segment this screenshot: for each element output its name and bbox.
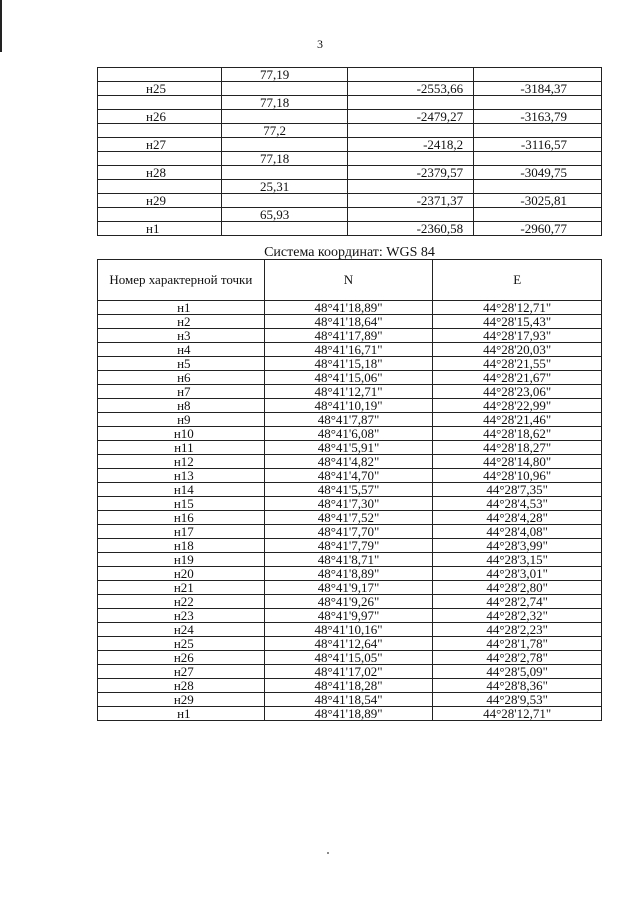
point-number-cell: н22: [98, 595, 265, 609]
table-row: [98, 595, 602, 609]
point-number-cell: н28: [98, 679, 265, 693]
e-cell: 44°28'21,55": [433, 357, 602, 371]
point-name-cell: н1: [98, 222, 222, 236]
n-cell: 48°41'18,89": [264, 301, 433, 315]
table-row: [98, 553, 602, 567]
e-cell: 44°28'17,93": [433, 329, 602, 343]
table-row: [98, 413, 602, 427]
n-cell: 48°41'18,28": [264, 679, 433, 693]
table-row: [98, 567, 602, 581]
header-e: E: [433, 260, 602, 301]
table-row: [98, 441, 602, 455]
point-number-cell: н11: [98, 441, 265, 455]
n-cell: 48°41'18,64": [264, 315, 433, 329]
table-row: [98, 539, 602, 553]
table-row: [98, 483, 602, 497]
point-number-cell: н15: [98, 497, 265, 511]
e-cell: 44°28'1,78": [433, 637, 602, 651]
e-cell: 44°28'10,96": [433, 469, 602, 483]
distance-cell: 77,2: [221, 124, 348, 138]
table-row: [98, 525, 602, 539]
distance-cell: 77,19: [221, 68, 348, 82]
coordinates-table-local-body: [98, 68, 602, 236]
e-cell: 44°28'2,32": [433, 609, 602, 623]
cell-empty: [98, 96, 222, 110]
table-row: [98, 693, 602, 707]
cell-empty: [348, 152, 474, 166]
e-cell: 44°28'4,08": [433, 525, 602, 539]
e-cell: 44°28'20,03": [433, 343, 602, 357]
point-number-cell: н21: [98, 581, 265, 595]
cell-empty: [474, 124, 602, 138]
table-row: [98, 469, 602, 483]
e-cell: 44°28'21,46": [433, 413, 602, 427]
point-number-cell: н25: [98, 637, 265, 651]
distance-row: [98, 96, 602, 110]
e-cell: 44°28'18,62": [433, 427, 602, 441]
point-number-cell: н2: [98, 315, 265, 329]
e-cell: 44°28'7,35": [433, 483, 602, 497]
e-cell: 44°28'8,36": [433, 679, 602, 693]
n-cell: 48°41'7,70": [264, 525, 433, 539]
table-row: [98, 665, 602, 679]
n-cell: 48°41'7,87": [264, 413, 433, 427]
n-cell: 48°41'12,64": [264, 637, 433, 651]
e-cell: 44°28'2,74": [433, 595, 602, 609]
cell-empty: [221, 166, 348, 180]
table-row: [98, 357, 602, 371]
y-cell: -3184,37: [474, 82, 602, 96]
cell-empty: [98, 180, 222, 194]
y-cell: -2960,77: [474, 222, 602, 236]
cell-empty: [98, 124, 222, 138]
coordinate-system-caption: Система координат: WGS 84: [264, 245, 435, 260]
point-row: [98, 82, 602, 96]
table-row: [98, 371, 602, 385]
point-number-cell: н8: [98, 399, 265, 413]
point-number-cell: н3: [98, 329, 265, 343]
point-number-cell: н14: [98, 483, 265, 497]
point-number-cell: н29: [98, 693, 265, 707]
point-number-cell: н9: [98, 413, 265, 427]
e-cell: 44°28'2,78": [433, 651, 602, 665]
point-number-cell: н6: [98, 371, 265, 385]
e-cell: 44°28'12,71": [433, 301, 602, 315]
point-name-cell: н26: [98, 110, 222, 124]
distance-cell: 65,93: [221, 208, 348, 222]
n-cell: 48°41'18,89": [264, 707, 433, 721]
table-row: [98, 623, 602, 637]
cell-empty: [474, 180, 602, 194]
e-cell: 44°28'4,53": [433, 497, 602, 511]
distance-row: [98, 68, 602, 82]
n-cell: 48°41'4,82": [264, 455, 433, 469]
point-number-cell: н7: [98, 385, 265, 399]
table-row: [98, 343, 602, 357]
coordinates-table-local: [97, 67, 602, 236]
coordinates-table-wgs84-body: [98, 260, 602, 721]
point-number-cell: н19: [98, 553, 265, 567]
x-cell: -2379,57: [348, 166, 474, 180]
cell-empty: [474, 208, 602, 222]
n-cell: 48°41'7,30": [264, 497, 433, 511]
header-point-number: Номер характерной точки: [98, 260, 265, 301]
e-cell: 44°28'14,80": [433, 455, 602, 469]
distance-cell: 25,31: [221, 180, 348, 194]
e-cell: 44°28'23,06": [433, 385, 602, 399]
table-row: [98, 385, 602, 399]
table-row: [98, 609, 602, 623]
e-cell: 44°28'3,01": [433, 567, 602, 581]
point-number-cell: н4: [98, 343, 265, 357]
n-cell: 48°41'15,18": [264, 357, 433, 371]
y-cell: -3025,81: [474, 194, 602, 208]
e-cell: 44°28'2,23": [433, 623, 602, 637]
n-cell: 48°41'15,05": [264, 651, 433, 665]
table-row: [98, 399, 602, 413]
point-number-cell: н20: [98, 567, 265, 581]
point-row: [98, 110, 602, 124]
cell-empty: [98, 152, 222, 166]
n-cell: 48°41'6,08": [264, 427, 433, 441]
n-cell: 48°41'9,26": [264, 595, 433, 609]
point-number-cell: н18: [98, 539, 265, 553]
cell-empty: [474, 96, 602, 110]
n-cell: 48°41'5,57": [264, 483, 433, 497]
cell-empty: [98, 68, 222, 82]
point-row: [98, 194, 602, 208]
point-number-cell: н5: [98, 357, 265, 371]
n-cell: 48°41'15,06": [264, 371, 433, 385]
point-number-cell: н13: [98, 469, 265, 483]
e-cell: 44°28'4,28": [433, 511, 602, 525]
cell-empty: [221, 138, 348, 152]
table-row: [98, 679, 602, 693]
n-cell: 48°41'9,17": [264, 581, 433, 595]
e-cell: 44°28'9,53": [433, 693, 602, 707]
point-row: [98, 222, 602, 236]
y-cell: -3116,57: [474, 138, 602, 152]
distance-row: [98, 180, 602, 194]
table-row: [98, 329, 602, 343]
cell-empty: [348, 180, 474, 194]
n-cell: 48°41'8,89": [264, 567, 433, 581]
table-header-row: [98, 260, 602, 301]
table-row: [98, 497, 602, 511]
point-number-cell: н1: [98, 707, 265, 721]
scan-dot: [327, 852, 329, 854]
distance-cell: 77,18: [221, 152, 348, 166]
point-name-cell: н27: [98, 138, 222, 152]
table-row: [98, 511, 602, 525]
e-cell: 44°28'18,27": [433, 441, 602, 455]
distance-row: [98, 124, 602, 138]
coordinates-table-wgs84: [97, 259, 602, 721]
table-row: [98, 707, 602, 721]
cell-empty: [348, 208, 474, 222]
e-cell: 44°28'5,09": [433, 665, 602, 679]
table-row: [98, 455, 602, 469]
y-cell: -3049,75: [474, 166, 602, 180]
e-cell: 44°28'12,71": [433, 707, 602, 721]
e-cell: 44°28'2,80": [433, 581, 602, 595]
point-number-cell: н17: [98, 525, 265, 539]
cell-empty: [221, 82, 348, 96]
x-cell: -2479,27: [348, 110, 474, 124]
header-n: N: [264, 260, 433, 301]
table-row: [98, 315, 602, 329]
e-cell: 44°28'3,15": [433, 553, 602, 567]
cell-empty: [221, 222, 348, 236]
point-number-cell: н10: [98, 427, 265, 441]
page-number: 3: [317, 37, 323, 51]
cell-empty: [221, 110, 348, 124]
n-cell: 48°41'18,54": [264, 693, 433, 707]
cell-empty: [221, 194, 348, 208]
table-row: [98, 651, 602, 665]
cell-empty: [348, 96, 474, 110]
n-cell: 48°41'9,97": [264, 609, 433, 623]
point-row: [98, 138, 602, 152]
x-cell: -2360,58: [348, 222, 474, 236]
e-cell: 44°28'22,99": [433, 399, 602, 413]
point-name-cell: н25: [98, 82, 222, 96]
point-row: [98, 166, 602, 180]
x-cell: -2553,66: [348, 82, 474, 96]
point-number-cell: н1: [98, 301, 265, 315]
n-cell: 48°41'16,71": [264, 343, 433, 357]
n-cell: 48°41'17,89": [264, 329, 433, 343]
table-row: [98, 581, 602, 595]
e-cell: 44°28'15,43": [433, 315, 602, 329]
cell-empty: [348, 68, 474, 82]
n-cell: 48°41'12,71": [264, 385, 433, 399]
point-number-cell: н16: [98, 511, 265, 525]
point-number-cell: н12: [98, 455, 265, 469]
distance-row: [98, 152, 602, 166]
y-cell: -3163,79: [474, 110, 602, 124]
n-cell: 48°41'4,70": [264, 469, 433, 483]
distance-cell: 77,18: [221, 96, 348, 110]
n-cell: 48°41'17,02": [264, 665, 433, 679]
n-cell: 48°41'7,79": [264, 539, 433, 553]
e-cell: 44°28'21,67": [433, 371, 602, 385]
n-cell: 48°41'7,52": [264, 511, 433, 525]
table-row: [98, 637, 602, 651]
point-name-cell: н28: [98, 166, 222, 180]
table-row: [98, 301, 602, 315]
point-number-cell: н23: [98, 609, 265, 623]
cell-empty: [474, 152, 602, 166]
n-cell: 48°41'10,16": [264, 623, 433, 637]
x-cell: -2418,2: [348, 138, 474, 152]
cell-empty: [98, 208, 222, 222]
table-row: [98, 427, 602, 441]
point-name-cell: н29: [98, 194, 222, 208]
n-cell: 48°41'5,91": [264, 441, 433, 455]
cell-empty: [348, 124, 474, 138]
n-cell: 48°41'8,71": [264, 553, 433, 567]
n-cell: 48°41'10,19": [264, 399, 433, 413]
point-number-cell: н26: [98, 651, 265, 665]
distance-row: [98, 208, 602, 222]
point-number-cell: н27: [98, 665, 265, 679]
cell-empty: [474, 68, 602, 82]
point-number-cell: н24: [98, 623, 265, 637]
x-cell: -2371,37: [348, 194, 474, 208]
e-cell: 44°28'3,99": [433, 539, 602, 553]
